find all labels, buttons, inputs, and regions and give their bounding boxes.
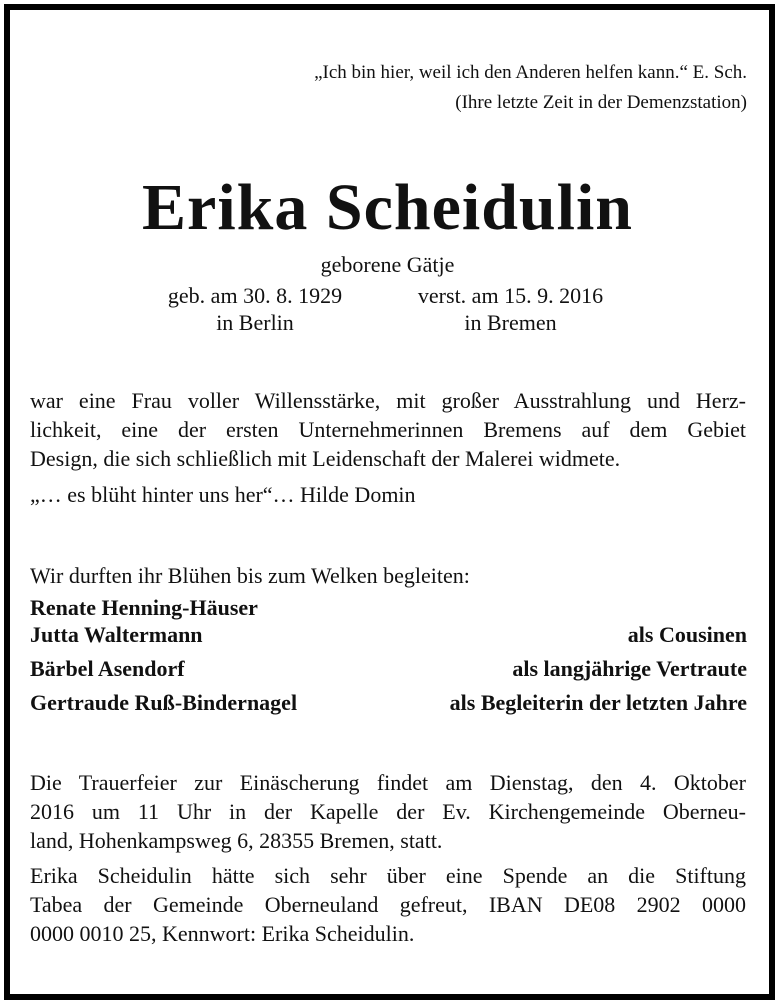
mourner-role: als Begleiterin der letzten Jahre (449, 690, 747, 715)
mourner-name: Gertraude Ruß-Bindernagel (30, 690, 298, 715)
donation-line: Tabea der Gemeinde Oberneuland gefreut, IBAN DE08 2902 0000 (30, 892, 746, 917)
mourner-role: als langjährige Vertraute (512, 656, 747, 681)
tribute-line: war eine Frau voller Willensstärke, mit großer Ausstrahlung und Herz- (30, 388, 746, 413)
mourner-name: Bärbel Asendorf (30, 656, 185, 681)
tribute-line: lichkeit, eine der ersten Unternehmerinnen Bremens auf dem Gebiet (30, 417, 746, 442)
funeral-line: land, Hohenkampsweg 6, 28355 Bremen, statt. (30, 828, 443, 853)
tribute-text (30, 386, 746, 473)
funeral-line: 2016 um 11 Uhr in der Kapelle der Ev. Kirchengemeinde Oberneu- (30, 799, 746, 824)
funeral-line: Die Trauerfeier zur Einäscherung findet am Dienstag, den 4. Oktober (30, 770, 746, 795)
birth-date: geb. am 30. 8. 1929 (167, 283, 343, 308)
maiden-name: geborene Gätje (320, 252, 455, 277)
epigraph-quote: „Ich bin hier, weil ich den Anderen helfen kann.“ E. Sch. (314, 62, 747, 83)
citation: „… es blüht hinter uns her“… Hilde Domin (30, 482, 416, 507)
mourner-name: Renate Henning-Häuser (30, 595, 258, 620)
donation-line: Erika Scheidulin hätte sich sehr über eine Spende an die Stiftung (30, 863, 746, 888)
epigraph-note: (Ihre letzte Zeit in der Demenzstation) (455, 92, 747, 113)
death-date: verst. am 15. 9. 2016 (417, 283, 604, 308)
mourners-intro: Wir durften ihr Blühen bis zum Welken begleiten: (30, 563, 470, 588)
birth-place: in Berlin (216, 310, 294, 335)
deceased-name: Erika Scheidulin (142, 171, 633, 244)
donation-text (30, 861, 746, 948)
donation-line: 0000 0010 25, Kennwort: Erika Scheidulin. (30, 921, 415, 946)
death-place: in Bremen (464, 310, 557, 335)
tribute-line: Design, die sich schließlich mit Leidenschaft der Malerei widmete. (30, 446, 621, 471)
mourner-role: als Cousinen (627, 622, 747, 647)
mourner-name: Jutta Waltermann (30, 622, 203, 647)
funeral-text (30, 768, 746, 855)
